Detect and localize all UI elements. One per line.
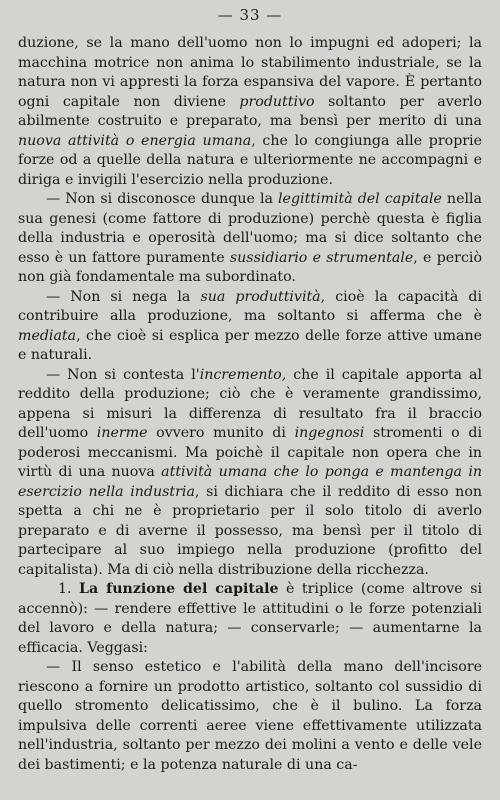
text-run: — Non si contesta l'	[46, 366, 200, 383]
paragraph	[18, 580, 482, 658]
italic-text: produttivo	[239, 93, 315, 110]
paragraph	[18, 190, 482, 288]
italic-text: attività umana che lo ponga e mantenga in esercizio nella industria	[18, 464, 482, 500]
paragraph	[18, 658, 482, 775]
text-run: — Il senso estetico e l'abilità della mano dell'incisore riescono a fornire un prodotto artistico, soltanto col sussidio di quello stromento delicatissimo, che è il bulino. La forza impulsiva delle correnti aeree viene effettivamente utilizzata nell'industria, soltanto per mezzo dei molini a vento e delle vele dei bastimenti; e la potenza naturale di una ca-	[18, 659, 482, 773]
text-run: stromenti o di poderosi meccanismi. Ma poichè il capitale non opera che in virtù di una nuova	[18, 425, 482, 480]
page-number: — 33 —	[217, 6, 283, 24]
italic-text: nuova attività o energia umana	[18, 132, 252, 149]
text-run: — Non si disconosce dunque la	[46, 191, 279, 207]
italic-text: legittimità del capitale	[278, 191, 442, 207]
text-run: nella sua genesi (come fattore di produzione) perchè questa è figlia della industria e operosità dell'uomo; ma si dice soltanto che esso è un fattore puramente	[18, 191, 483, 266]
text-run: , che cioè si esplica per mezzo delle forze attive umane e naturali.	[18, 327, 482, 363]
paragraph	[18, 366, 482, 581]
italic-text: mediata	[18, 327, 77, 344]
paragraph	[18, 34, 482, 190]
italic-text: sussidiario e strumentale	[229, 249, 414, 266]
body-text	[18, 34, 482, 775]
paragraph	[18, 288, 482, 366]
text-run: , si dichiara che il reddito di esso non spetta a chi ne è proprietario per il solo titolo di averlo preparato e di averne il possesso, ma bensì per il titolo di partecipare al suo impiego nella produzione (profitto del capitalista). Ma di ciò nella distribuzione della ricchezza.	[18, 483, 482, 578]
italic-text: incremento,	[199, 366, 287, 383]
text-run: — Non si nega la	[46, 288, 201, 305]
text-run: duzione, se la mano dell'uomo non lo impugni ed adoperi; la macchina motrice non anima lo stabilimento industriale, se la natura non vi appresti la forza espansiva del vapore. È pertanto ogni capitale non diviene	[18, 35, 482, 110]
text-run: , che lo congiunga alle proprie forze od a quelle della natura e ulteriormente ne accompagni e diriga e invigili l'esercizio nella produzione.	[18, 132, 482, 188]
book-page	[18, 6, 482, 796]
italic-text: ingegnosi	[294, 425, 365, 441]
text-run: ovvero munito di	[147, 425, 295, 441]
italic-text: sua produttività	[200, 288, 321, 305]
text-run: , cioè la capacità di contribuire alla produzione, ma soltanto si afferma che è	[18, 288, 482, 324]
text-run: 1.	[58, 581, 80, 597]
text-run: è triplice (come altrove si accennò): — rendere effettive le attitudini o le forze potenziali del lavoro e della natura; — conservarle; — aumentarne la efficacia. Veggasi:	[18, 581, 483, 656]
italic-text: inerme	[96, 425, 148, 441]
bold-text: La funzione del capitale	[79, 581, 279, 597]
text-run: che il capitale apporta al reddito della produzione; ciò che è veramente grandissimo, appena si misuri la differenza di resultato fra il braccio dell'uomo	[18, 366, 482, 441]
text-run: soltanto per averlo abilmente costruito e preparato, ma bensì per merito di una	[18, 93, 483, 129]
text-run: , e perciò non già fondamentale ma subordinato.	[18, 249, 482, 285]
